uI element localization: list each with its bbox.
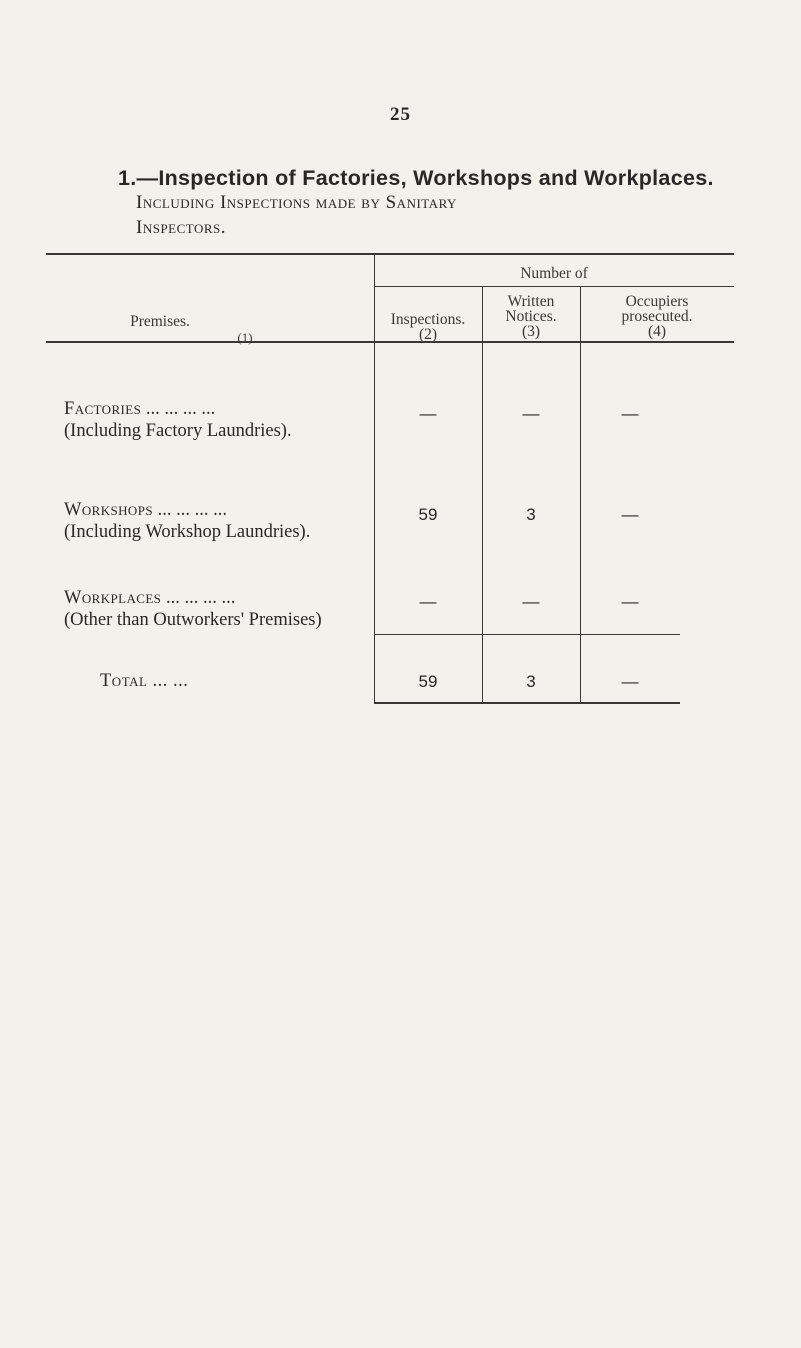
row-leader-dots: ... ... ... ... xyxy=(152,500,227,520)
header-occupiers-prosecuted xyxy=(580,294,734,339)
section-title: 1.—Inspection of Factories, Workshops and Workplaces. xyxy=(118,166,714,190)
header-prosecuted-num: (4) xyxy=(647,323,667,340)
row-label: Factories xyxy=(64,399,142,419)
column-divider-2 xyxy=(482,286,483,703)
table-top-rule xyxy=(46,253,734,255)
factories-prosecuted: — xyxy=(621,404,639,423)
row-leader-dots: ... ... ... ... xyxy=(161,588,236,608)
total-prosecuted: — xyxy=(621,672,639,691)
header-inspections-num: (2) xyxy=(418,326,438,343)
workshops-inspections: 59 xyxy=(418,505,438,524)
section-subtitle-continued: Inspectors. xyxy=(136,217,227,238)
header-prosecuted-label: prosecuted. xyxy=(621,308,693,325)
workshops-prosecuted: — xyxy=(621,505,639,524)
workplaces-prosecuted: — xyxy=(621,592,639,611)
row-label: Workshops xyxy=(64,500,153,520)
page-number: 25 xyxy=(390,104,411,125)
header-premises xyxy=(60,314,260,329)
row-leader-dots: ... ... ... ... xyxy=(141,399,216,419)
workplaces-inspections: — xyxy=(419,592,437,611)
workplaces-notices: — xyxy=(522,592,540,611)
factories-inspections: — xyxy=(419,404,437,423)
total-top-rule xyxy=(374,634,680,635)
total-inspections: 59 xyxy=(418,672,438,691)
header-number-of: Number of xyxy=(520,265,588,282)
header-premises-num: (1) xyxy=(237,330,253,345)
factories-notices: — xyxy=(522,404,540,423)
header-written-label: Written xyxy=(507,293,555,310)
table-row-factories-label xyxy=(64,398,292,442)
total-notices: 3 xyxy=(526,672,536,691)
total-leader-dots: ... ... xyxy=(147,671,189,691)
header-inspections-label: Inspections. xyxy=(390,311,466,328)
row-label: Workplaces xyxy=(64,588,162,608)
header-notices-num: (3) xyxy=(521,323,541,340)
table-row-workplaces-label xyxy=(64,587,322,631)
column-divider-3 xyxy=(580,286,581,703)
row-sublabel: (Including Factory Laundries). xyxy=(64,421,292,441)
header-premises-label: Premises. xyxy=(130,313,190,330)
number-of-underline xyxy=(374,286,734,287)
total-row-label xyxy=(100,671,188,692)
total-label: Total xyxy=(100,671,148,691)
workshops-notices: 3 xyxy=(526,505,536,524)
header-notices-label: Notices. xyxy=(505,308,557,325)
header-inspections xyxy=(374,312,482,342)
table-row-workshops-label xyxy=(64,499,310,543)
section-subtitle: Including Inspections made by Sanitary xyxy=(136,192,457,213)
row-sublabel: (Other than Outworkers' Premises) xyxy=(64,610,322,630)
header-occupiers-label: Occupiers xyxy=(625,293,689,310)
header-written-notices xyxy=(482,294,580,339)
row-sublabel: (Including Workshop Laundries). xyxy=(64,522,311,542)
table-bottom-rule xyxy=(374,702,680,704)
